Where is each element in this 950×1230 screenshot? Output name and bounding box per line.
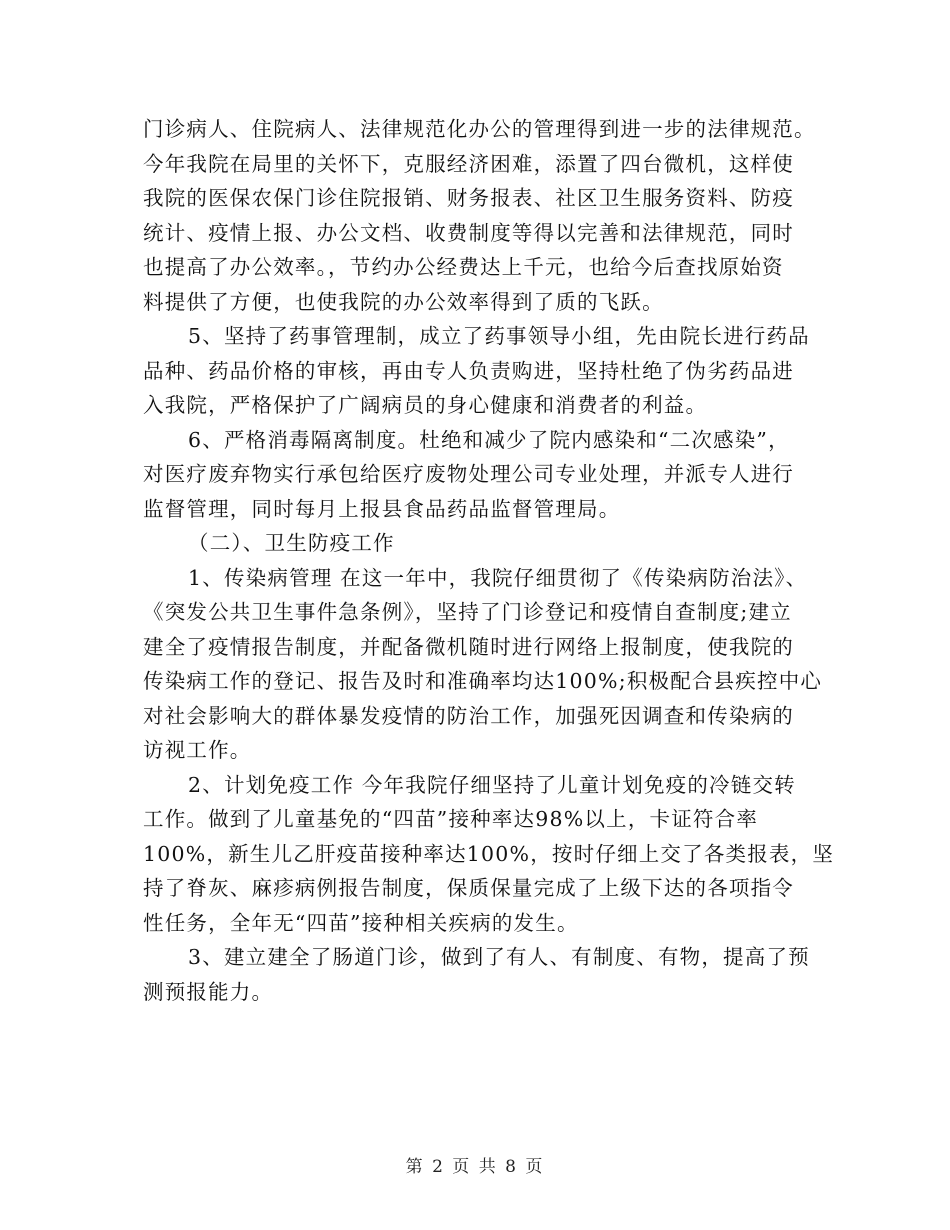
- text-line: 2、计划免疫工作 今年我院仔细坚持了儿童计划免疫的冷链交转: [188, 772, 796, 797]
- text-line: 门诊病人、住院病人、法律规范化办公的管理得到进一步的法律规范。: [143, 117, 816, 141]
- text-line: 也提高了办公效率。，节约办公经费达上千元，也给今后查找原始资: [143, 255, 784, 279]
- page-number-footer: 第 2 页 共 8 页: [405, 1157, 545, 1177]
- paragraph-item-2-immunization: [143, 768, 835, 941]
- paragraph-item-5-pharmacy: [143, 319, 811, 423]
- text-line: 对社会影响大的群体暴发疫情的防治工作，加强死因调查和传染病的: [143, 703, 794, 728]
- text-line: 入我院，严格保护了广阔病员的身心健康和消费者的利益。: [143, 393, 708, 417]
- document-body: [143, 112, 835, 1009]
- text-line: 1、传染病管理 在这一年中，我院仔细贯彻了《传染病防治法》、: [188, 565, 808, 590]
- paragraph-office-management: [143, 112, 816, 319]
- text-line: 6、严格消毒隔离制度。杜绝和减少了院内感染和“二次感染”，: [188, 427, 790, 452]
- text-line: 传染病工作的登记、报告及时和准确率均达100%;积极配合县疾控中心: [143, 669, 823, 693]
- text-line: 工作。做到了儿童基免的“四苗”接种率达98%以上，卡证符合率: [143, 807, 759, 831]
- text-line: 料提供了方便，也使我院的办公效率得到了质的飞跃。: [143, 289, 664, 314]
- text-line: 3、建立建全了肠道门诊，做到了有人、有制度、有物，提高了预: [188, 945, 810, 969]
- text-line: 今年我院在局里的关怀下，克服经济困难，添置了四台微机，这样使: [143, 151, 794, 176]
- text-line: 监督管理，同时每月上报县食品药品监督管理局。: [143, 496, 621, 521]
- text-line: 持了脊灰、麻疹病例报告制度，保质保量完成了上级下达的各项指令: [143, 876, 794, 900]
- section-heading-epidemic-prevention: [143, 526, 811, 561]
- text-line: 100%，新生儿乙肝疫苗接种率达100%，按时仔细上交了各类报表，坚: [143, 841, 835, 866]
- text-line: 访视工作。: [143, 738, 252, 762]
- text-line: 建全了疫情报告制度，并配备微机随时进行网络上报制度，使我院的: [143, 634, 794, 659]
- heading-line: （二）、卫生防疫工作: [188, 531, 395, 555]
- paragraph-item-6-disinfection: [143, 423, 811, 527]
- paragraph-item-1-infectious-disease: [143, 561, 823, 768]
- text-line: 品种、药品价格的审核，再由专人负责购进，坚持杜绝了伪劣药品进: [143, 358, 794, 383]
- text-line: 性任务，全年无“四苗”接种相关疾病的发生。: [143, 910, 579, 935]
- text-line: 我院的医保农保门诊住院报销、财务报表、社区卫生服务资料、防疫: [143, 186, 794, 210]
- text-line: 对医疗废弃物实行承包给医疗废物处理公司专业处理，并派专人进行: [143, 462, 794, 486]
- text-line: 统计、疫情上报、办公文档、收费制度等得以完善和法律规范，同时: [143, 220, 794, 245]
- paragraph-item-3-intestinal-clinic: [143, 940, 811, 1009]
- text-line: 5、坚持了药事管理制，成立了药事领导小组，先由院长进行药品: [188, 324, 810, 348]
- text-line: 《突发公共卫生事件急条例》，坚持了门诊登记和疫情自查制度;建立: [143, 600, 792, 624]
- text-line: 测预报能力。: [143, 979, 274, 1004]
